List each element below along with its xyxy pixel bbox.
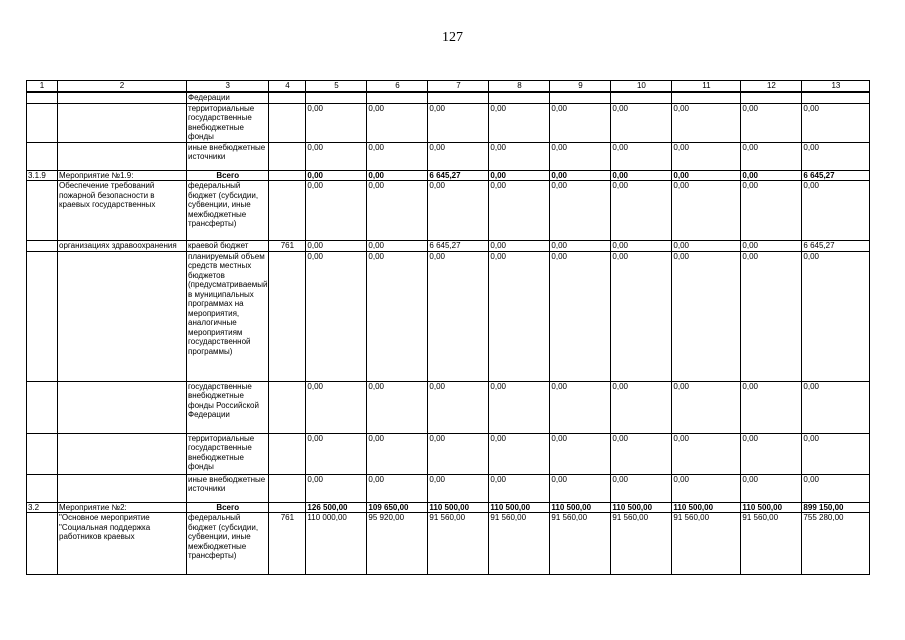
value-cell: 0,00 bbox=[306, 142, 367, 170]
value-cell: 0,00 bbox=[550, 474, 611, 502]
value-cell: 0,00 bbox=[489, 433, 550, 474]
value-cell: 0,00 bbox=[672, 251, 741, 381]
value-cell: 0,00 bbox=[611, 170, 672, 181]
value-cell: 0,00 bbox=[306, 181, 367, 241]
value-cell: 0,00 bbox=[672, 170, 741, 181]
header-row bbox=[27, 81, 870, 93]
measure-name-cell bbox=[58, 381, 187, 433]
value-cell: 0,00 bbox=[611, 241, 672, 252]
value-cell: 0,00 bbox=[611, 381, 672, 433]
value-cell: 6 645,27 bbox=[428, 170, 489, 181]
value-cell: 0,00 bbox=[550, 381, 611, 433]
value-cell: 0,00 bbox=[741, 433, 802, 474]
value-cell: 0,00 bbox=[367, 142, 428, 170]
code-cell: 761 bbox=[269, 241, 306, 252]
measure-name-cell bbox=[58, 433, 187, 474]
value-cell: 0,00 bbox=[802, 103, 870, 142]
code-cell bbox=[269, 181, 306, 241]
value-cell: 0,00 bbox=[802, 381, 870, 433]
value-cell: 0,00 bbox=[428, 474, 489, 502]
value-cell: 0,00 bbox=[489, 474, 550, 502]
value-cell: 0,00 bbox=[550, 103, 611, 142]
value-cell: 91 560,00 bbox=[489, 513, 550, 575]
table-row bbox=[27, 474, 870, 502]
value-cell: 0,00 bbox=[367, 381, 428, 433]
value-cell: 0,00 bbox=[741, 142, 802, 170]
measure-name-cell: Мероприятие №2: bbox=[58, 502, 187, 513]
value-cell: 0,00 bbox=[802, 474, 870, 502]
row-number-cell bbox=[27, 513, 58, 575]
value-cell: 0,00 bbox=[802, 433, 870, 474]
row-number-cell bbox=[27, 251, 58, 381]
measure-name-cell bbox=[58, 474, 187, 502]
value-cell bbox=[428, 92, 489, 103]
value-cell: 899 150,00 bbox=[802, 502, 870, 513]
code-cell bbox=[269, 103, 306, 142]
header-cell: 12 bbox=[741, 81, 802, 93]
header-cell: 5 bbox=[306, 81, 367, 93]
value-cell: 0,00 bbox=[550, 170, 611, 181]
row-number-cell bbox=[27, 181, 58, 241]
value-cell: 0,00 bbox=[367, 181, 428, 241]
table-row bbox=[27, 381, 870, 433]
header-cell: 7 bbox=[428, 81, 489, 93]
funding-source-cell: планируемый объем средств местных бюджетов (предусматриваемый в муниципальных программах на мероприятия, аналогичные мероприятиям государственной программы) bbox=[187, 251, 269, 381]
code-cell bbox=[269, 381, 306, 433]
funding-source-cell: Федерации bbox=[187, 92, 269, 103]
value-cell: 126 500,00 bbox=[306, 502, 367, 513]
value-cell: 91 560,00 bbox=[672, 513, 741, 575]
value-cell: 0,00 bbox=[489, 103, 550, 142]
value-cell: 91 560,00 bbox=[550, 513, 611, 575]
header-cell: 13 bbox=[802, 81, 870, 93]
value-cell: 0,00 bbox=[367, 474, 428, 502]
code-cell bbox=[269, 502, 306, 513]
funding-source-cell: территориальные государственные внебюджетные фонды bbox=[187, 103, 269, 142]
value-cell: 91 560,00 bbox=[428, 513, 489, 575]
value-cell: 0,00 bbox=[611, 433, 672, 474]
value-cell: 0,00 bbox=[672, 181, 741, 241]
header-cell: 6 bbox=[367, 81, 428, 93]
funding-source-cell: территориальные государственные внебюджетные фонды bbox=[187, 433, 269, 474]
measure-name-cell bbox=[58, 142, 187, 170]
value-cell: 0,00 bbox=[611, 181, 672, 241]
header-cell: 11 bbox=[672, 81, 741, 93]
value-cell: 110 500,00 bbox=[489, 502, 550, 513]
funding-source-cell: иные внебюджетные источники bbox=[187, 142, 269, 170]
funding-source-cell: Всего bbox=[187, 170, 269, 181]
header-cell: 4 bbox=[269, 81, 306, 93]
value-cell: 0,00 bbox=[550, 181, 611, 241]
table-row bbox=[27, 142, 870, 170]
code-cell bbox=[269, 170, 306, 181]
measure-name-cell: Обеспечение требований пожарной безопасности в краевых государственных bbox=[58, 181, 187, 241]
value-cell: 110 500,00 bbox=[428, 502, 489, 513]
value-cell: 755 280,00 bbox=[802, 513, 870, 575]
value-cell: 6 645,27 bbox=[802, 241, 870, 252]
value-cell: 0,00 bbox=[741, 474, 802, 502]
value-cell: 0,00 bbox=[306, 103, 367, 142]
table-row bbox=[27, 92, 870, 103]
code-cell bbox=[269, 251, 306, 381]
value-cell bbox=[550, 92, 611, 103]
value-cell: 0,00 bbox=[306, 170, 367, 181]
value-cell: 0,00 bbox=[672, 241, 741, 252]
value-cell bbox=[802, 92, 870, 103]
value-cell: 0,00 bbox=[672, 142, 741, 170]
value-cell: 0,00 bbox=[489, 181, 550, 241]
value-cell: 0,00 bbox=[672, 474, 741, 502]
row-number-cell bbox=[27, 103, 58, 142]
value-cell: 0,00 bbox=[306, 433, 367, 474]
value-cell: 0,00 bbox=[741, 181, 802, 241]
measure-name-cell bbox=[58, 251, 187, 381]
header-cell: 2 bbox=[58, 81, 187, 93]
value-cell: 0,00 bbox=[428, 103, 489, 142]
value-cell: 0,00 bbox=[802, 251, 870, 381]
value-cell: 0,00 bbox=[367, 103, 428, 142]
value-cell: 0,00 bbox=[306, 241, 367, 252]
value-cell: 0,00 bbox=[428, 142, 489, 170]
row-number-cell bbox=[27, 433, 58, 474]
value-cell: 109 650,00 bbox=[367, 502, 428, 513]
value-cell: 0,00 bbox=[489, 381, 550, 433]
value-cell: 0,00 bbox=[489, 241, 550, 252]
value-cell: 0,00 bbox=[367, 241, 428, 252]
value-cell: 110 500,00 bbox=[672, 502, 741, 513]
value-cell: 0,00 bbox=[489, 170, 550, 181]
table-row bbox=[27, 181, 870, 241]
measure-name-cell: Мероприятие №1.9: bbox=[58, 170, 187, 181]
value-cell: 6 645,27 bbox=[802, 170, 870, 181]
value-cell: 0,00 bbox=[672, 433, 741, 474]
row-number-cell: 3.1.9 bbox=[27, 170, 58, 181]
value-cell: 0,00 bbox=[611, 142, 672, 170]
value-cell: 0,00 bbox=[741, 241, 802, 252]
measure-name-cell: "Основное мероприятие "Социальная поддержка работников краевых bbox=[58, 513, 187, 575]
value-cell: 0,00 bbox=[741, 170, 802, 181]
table-row bbox=[27, 513, 870, 575]
value-cell: 0,00 bbox=[672, 381, 741, 433]
value-cell: 0,00 bbox=[367, 251, 428, 381]
row-number-cell bbox=[27, 474, 58, 502]
value-cell: 0,00 bbox=[428, 251, 489, 381]
value-cell: 0,00 bbox=[367, 170, 428, 181]
value-cell: 0,00 bbox=[306, 381, 367, 433]
code-cell bbox=[269, 433, 306, 474]
value-cell: 0,00 bbox=[611, 474, 672, 502]
measure-name-cell: организациях здравоохранения bbox=[58, 241, 187, 252]
value-cell bbox=[489, 92, 550, 103]
value-cell: 0,00 bbox=[802, 181, 870, 241]
measure-name-cell bbox=[58, 103, 187, 142]
measure-name-cell bbox=[58, 92, 187, 103]
value-cell: 91 560,00 bbox=[611, 513, 672, 575]
code-cell bbox=[269, 474, 306, 502]
value-cell: 91 560,00 bbox=[741, 513, 802, 575]
value-cell: 0,00 bbox=[611, 103, 672, 142]
value-cell: 0,00 bbox=[672, 103, 741, 142]
value-cell: 110 500,00 bbox=[611, 502, 672, 513]
header-cell: 8 bbox=[489, 81, 550, 93]
value-cell bbox=[672, 92, 741, 103]
table-row bbox=[27, 251, 870, 381]
header-cell: 1 bbox=[27, 81, 58, 93]
value-cell: 0,00 bbox=[428, 433, 489, 474]
value-cell: 0,00 bbox=[306, 474, 367, 502]
funding-source-cell: федеральный бюджет (субсидии, субвенции, иные межбюджетные трансферты) bbox=[187, 513, 269, 575]
value-cell: 0,00 bbox=[489, 142, 550, 170]
value-cell: 0,00 bbox=[741, 251, 802, 381]
value-cell: 0,00 bbox=[550, 251, 611, 381]
row-number-cell bbox=[27, 92, 58, 103]
table-row bbox=[27, 433, 870, 474]
funding-source-cell: федеральный бюджет (субсидии, субвенции, иные межбюджетные трансферты) bbox=[187, 181, 269, 241]
row-number-cell: 3.2 bbox=[27, 502, 58, 513]
value-cell: 0,00 bbox=[802, 142, 870, 170]
value-cell: 0,00 bbox=[428, 381, 489, 433]
value-cell: 0,00 bbox=[367, 433, 428, 474]
value-cell: 0,00 bbox=[550, 241, 611, 252]
row-number-cell bbox=[27, 381, 58, 433]
header-cell: 9 bbox=[550, 81, 611, 93]
value-cell: 110 500,00 bbox=[741, 502, 802, 513]
value-cell: 0,00 bbox=[550, 142, 611, 170]
code-cell: 761 bbox=[269, 513, 306, 575]
funding-source-cell: краевой бюджет bbox=[187, 241, 269, 252]
funding-source-cell: иные внебюджетные источники bbox=[187, 474, 269, 502]
value-cell: 0,00 bbox=[611, 251, 672, 381]
value-cell: 6 645,27 bbox=[428, 241, 489, 252]
value-cell: 110 000,00 bbox=[306, 513, 367, 575]
value-cell: 0,00 bbox=[741, 381, 802, 433]
funding-source-cell: Всего bbox=[187, 502, 269, 513]
table-row bbox=[27, 170, 870, 181]
value-cell bbox=[611, 92, 672, 103]
table-row bbox=[27, 502, 870, 513]
table-row bbox=[27, 241, 870, 252]
value-cell: 95 920,00 bbox=[367, 513, 428, 575]
value-cell: 0,00 bbox=[306, 251, 367, 381]
value-cell: 0,00 bbox=[428, 181, 489, 241]
value-cell: 110 500,00 bbox=[550, 502, 611, 513]
row-number-cell bbox=[27, 142, 58, 170]
table-row bbox=[27, 103, 870, 142]
funding-source-cell: государственные внебюджетные фонды Российской Федерации bbox=[187, 381, 269, 433]
value-cell bbox=[741, 92, 802, 103]
budget-table bbox=[26, 80, 870, 575]
header-cell: 10 bbox=[611, 81, 672, 93]
value-cell: 0,00 bbox=[489, 251, 550, 381]
value-cell: 0,00 bbox=[550, 433, 611, 474]
value-cell bbox=[306, 92, 367, 103]
header-cell: 3 bbox=[187, 81, 269, 93]
page-number: 127 bbox=[442, 30, 463, 45]
code-cell bbox=[269, 142, 306, 170]
code-cell bbox=[269, 92, 306, 103]
value-cell: 0,00 bbox=[741, 103, 802, 142]
value-cell bbox=[367, 92, 428, 103]
row-number-cell bbox=[27, 241, 58, 252]
